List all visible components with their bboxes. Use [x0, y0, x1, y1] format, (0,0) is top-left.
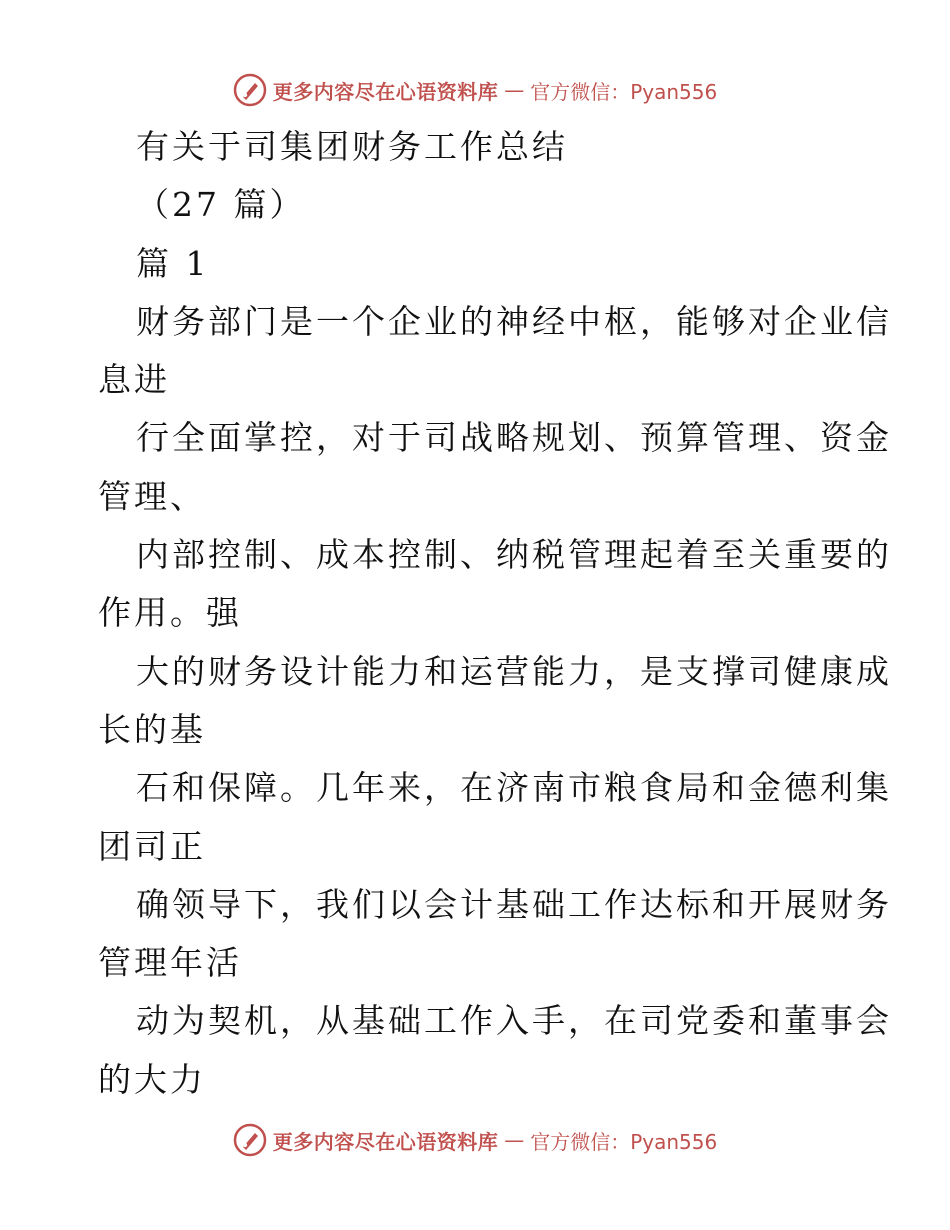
- watermark-dash: —: [504, 1128, 525, 1152]
- document-count: （27 篇）: [136, 185, 306, 225]
- watermark-dash: —: [504, 78, 525, 102]
- paragraph-line: 行全面掌控，对于司战略规划、预算管理、资金: [136, 418, 892, 458]
- pen-nib-icon: [233, 1123, 267, 1157]
- paragraph-line: 管理年活: [98, 943, 242, 983]
- watermark-banner-top: [0, 68, 950, 112]
- paragraph-line: 财务部门是一个企业的神经中枢，能够对企业信: [136, 301, 892, 341]
- watermark-wechat: 官方微信：Pyan556: [530, 1129, 718, 1154]
- document-title: 有关于司集团财务工作总结: [136, 127, 568, 166]
- watermark-wechat: 官方微信：Pyan556: [530, 79, 718, 104]
- paragraph-line: 内部控制、成本控制、纳税管理起着至关重要的: [136, 535, 892, 575]
- paragraph-line: 管理、: [98, 476, 206, 516]
- document-body: [98, 118, 892, 1109]
- paragraph-line: 作用。强: [98, 593, 242, 633]
- paragraph-line: 大的财务设计能力和运营能力，是支撑司健康成: [136, 651, 892, 691]
- paragraph-line: 动为契机，从基础工作入手，在司党委和董事会: [136, 1001, 892, 1041]
- watermark-banner-bottom: [0, 1118, 950, 1162]
- paragraph-line: 团司正: [98, 826, 206, 866]
- paragraph-line: 长的基: [98, 709, 206, 749]
- paragraph-line: 的大力: [98, 1059, 206, 1099]
- paragraph-line: 石和保障。几年来，在济南市粮食局和金德利集: [136, 768, 892, 808]
- paragraph-line: 息进: [98, 360, 170, 400]
- pen-nib-icon: [233, 73, 267, 107]
- watermark-text-main: 更多内容尽在心语资料库: [272, 79, 499, 104]
- paragraph-line: 确领导下，我们以会计基础工作达标和开展财务: [136, 884, 892, 924]
- section-heading: 篇 1: [136, 243, 210, 283]
- watermark-text-main: 更多内容尽在心语资料库: [272, 1129, 499, 1154]
